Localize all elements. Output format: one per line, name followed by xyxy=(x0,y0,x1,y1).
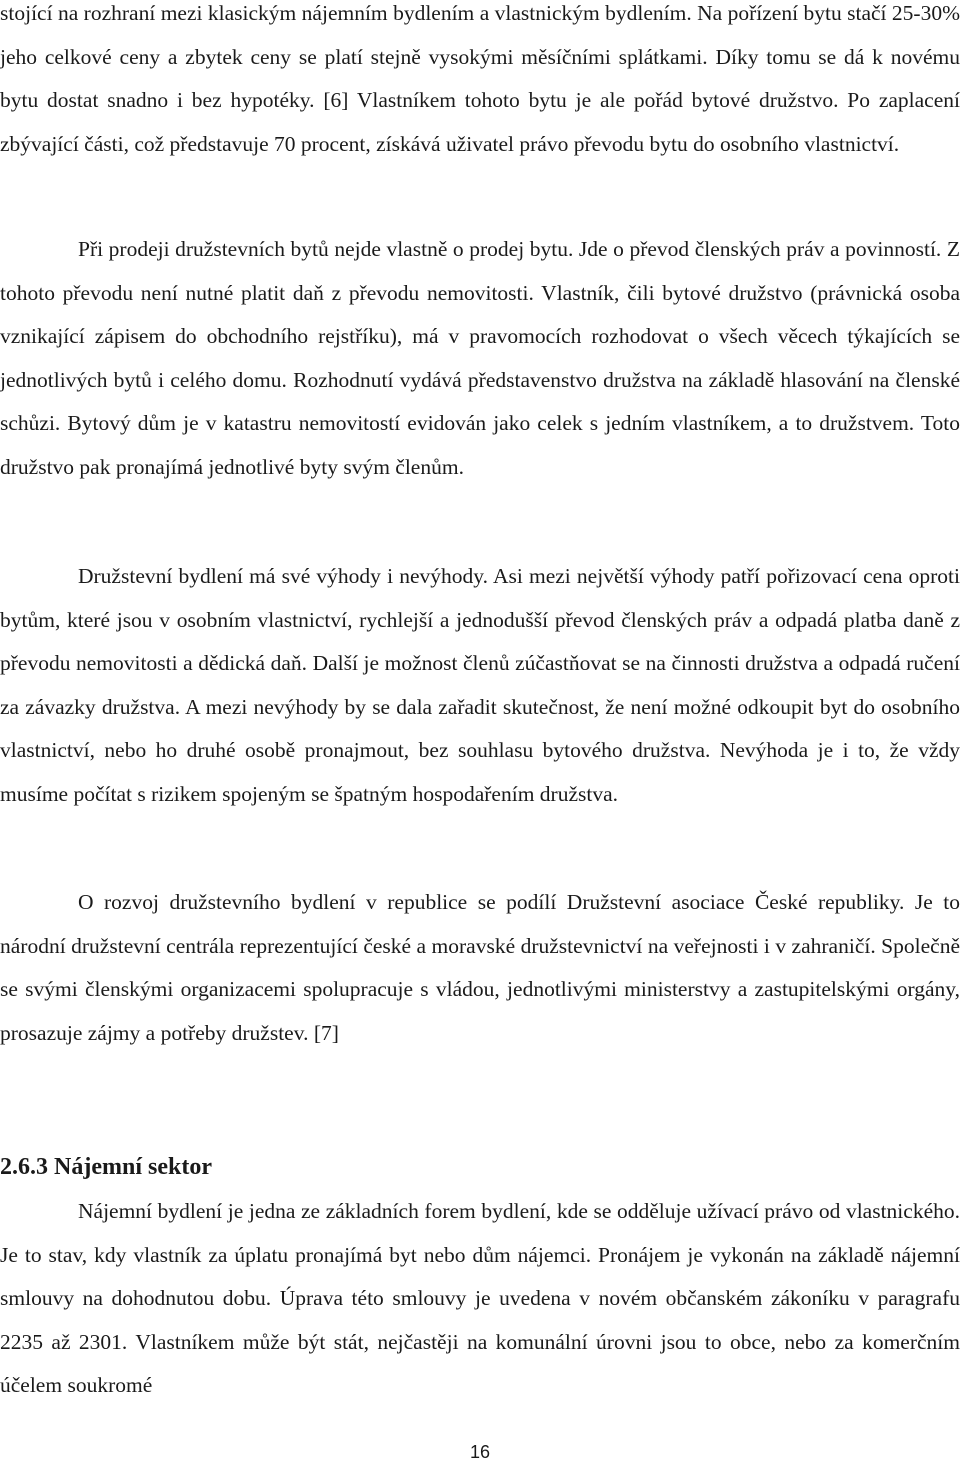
paragraph-cooperative-association: O rozvoj družstevního bydlení v republice se podílí Družstevní asociace České republiky. Je to národní družstevní centrála reprezentující české a moravské družstevnictví na veřejnosti i v zahraničí. Společně se svými členskými organizacemi spolupracuje s vládou, jednotlivými ministerstvy a zastupitelskými orgány, prosazuje zájmy a potřeby družstev. [7] xyxy=(0,890,960,1045)
paragraph-rental-sector: Nájemní bydlení je jedna ze základních forem bydlení, kde se odděluje užívací právo od vlastnického. Je to stav, kdy vlastník za úplatu pronajímá byt nebo dům nájemci. Pronájem je vykonán na základě nájemní smlouvy na dohodnutou dobu. Úprava této smlouvy je uvedena v novém občanském zákoníku v paragrafu 2235 až 2301. Vlastníkem může být stát, nejčastěji na komunální úrovni jsou to obce, nebo za komerčním účelem soukromé xyxy=(0,1199,960,1398)
paragraph-cooperative-housing-intro: stojící na rozhraní mezi klasickým nájemním bydlením a vlastnickým bydlením. Na pořízení bytu stačí 25-30% jeho celkové ceny a zbytek ceny se platí stejně vysokými měsíčními splátkami. Díky tomu se dá k novému bytu dostat snadno i bez hypotéky. [6] Vlastníkem tohoto bytu je ale pořád bytové družstvo. Po zaplacení zbývající části, což představuje 70 procent, získává uživatel právo převodu bytu do osobního vlastnictví. xyxy=(0,1,960,156)
page-number: 16 xyxy=(469,1442,491,1462)
paragraph-advantages-disadvantages: Družstevní bydlení má své výhody i nevýhody. Asi mezi největší výhody patří pořizovací cena oproti bytům, které jsou v osobním vlastnictví, rychlejší a jednodušší převod členských práv a odpadá platba daně z převodu nemovitosti a dědická daň. Další je možnost členů zúčastňovat se na činnosti družstva a odpadá ručení za závazky družstva. A mezi nevýhody by se dala zařadit skutečnost, že není možné odkoupit byt do osobního vlastnictví, nebo ho druhé osobě pronajmout, bez souhlasu bytového družstva. Nevýhoda je i to, že vždy musíme počítat s rizikem spojeným se špatným hospodařením družstva. xyxy=(0,564,960,806)
paragraph-sale-of-cooperative-flats: Při prodeji družstevních bytů nejde vlastně o prodej bytu. Jde o převod členských práv a povinností. Z tohoto převodu není nutné platit daň z převodu nemovitosti. Vlastník, čili bytové družstvo (právnická osoba vznikající zápisem do obchodního rejstříku), má v pravomocích rozhodovat o všech věcech týkajících se jednotlivých bytů i celého domu. Rozhodnutí vydává představenstvo družstva na základě hlasování na členské schůzi. Bytový dům je v katastru nemovitostí evidován jako celek s jedním vlastníkem, a to družstvem. Toto družstvo pak pronajímá jednotlivé byty svým členům. xyxy=(0,237,960,479)
section-heading: 2.6.3 Nájemní sektor xyxy=(0,1154,212,1180)
